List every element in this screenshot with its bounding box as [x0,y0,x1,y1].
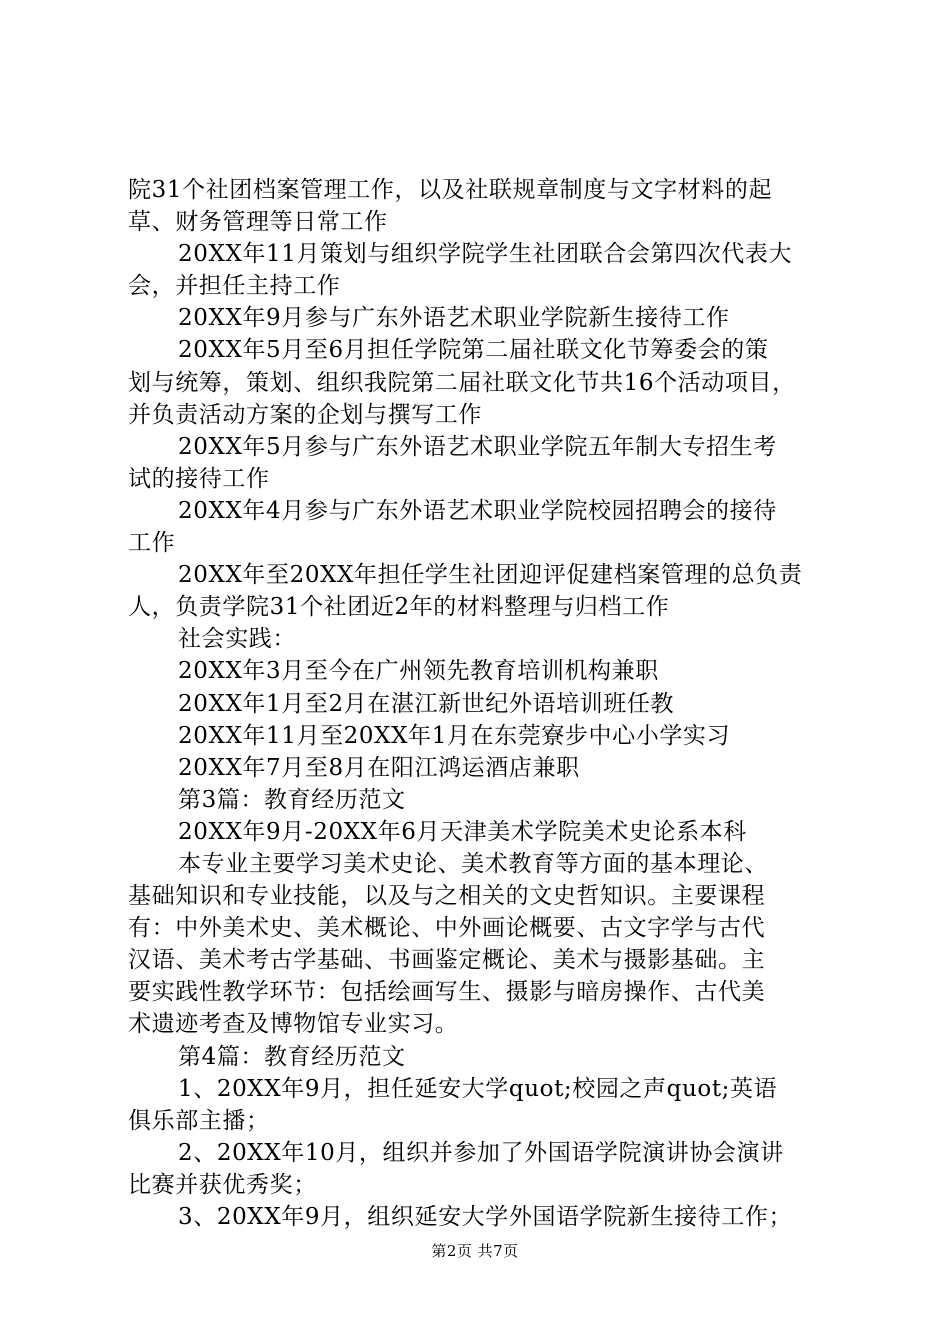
text-line: 草、财务管理等日常工作 [128,209,388,236]
text-line: 2、20XX年10月，组织并参加了外国语学院演讲协会演讲 [178,1139,784,1166]
text-line: 20XX年1月至2月在湛江新世纪外语培训班任教 [178,690,675,717]
text-line: 1、20XX年9月，担任延安大学quot;校园之声quot;英语 [178,1075,778,1102]
text-line: 第4篇：教育经历范文 [178,1043,406,1070]
text-line: 20XX年5月至6月担任学院第二届社联文化节筹委会的策 [178,337,769,364]
text-line: 20XX年3月至今在广州领先教育培训机构兼职 [178,658,659,685]
text-line: 术遗迹考查及博物馆专业实习。 [128,1011,459,1038]
text-line: 人，负责学院31个社团近2年的材料整理与归档工作 [128,594,670,621]
text-line: 划与统筹，策划、组织我院第二届社联文化节共16个活动项目， [128,369,796,396]
text-line: 本专业主要学习美术史论、美术教育等方面的基本理论、 [178,850,768,877]
text-line: 第3篇：教育经历范文 [178,786,406,813]
text-line: 20XX年9月参与广东外语艺术职业学院新生接待工作 [178,305,730,332]
text-line: 20XX年至20XX年担任学生社团迎评促建档案管理的总负责 [178,562,803,589]
document-body [128,174,828,1233]
text-line: 要实践性教学环节：包括绘画写生、摄影与暗房操作、古代美 [128,979,766,1006]
text-line: 20XX年9月-20XX年6月天津美术学院美术史论系本科 [178,818,747,845]
text-line: 20XX年11月至20XX年1月在东莞寮步中心小学实习 [178,722,731,749]
page-footer: 第2页 共7页 [431,1242,519,1260]
text-line: 社会实践： [178,626,296,653]
text-line: 并负责活动方案的企划与撰写工作 [128,401,482,428]
text-line: 俱乐部主播； [128,1107,270,1134]
text-line: 有：中外美术史、美术概论、中外画论概要、古文字学与古代 [128,915,766,942]
text-line: 比赛并获优秀奖； [128,1171,317,1198]
text-line: 20XX年4月参与广东外语艺术职业学院校园招聘会的接待 [178,497,777,524]
text-line: 20XX年7月至8月在阳江鸿运酒店兼职 [178,754,580,781]
text-line: 20XX年11月策划与组织学院学生社团联合会第四次代表大 [178,241,793,268]
text-line: 工作 [128,530,176,557]
text-line: 基础知识和专业技能，以及与之相关的文史哲知识。主要课程 [128,883,766,910]
text-line: 院31个社团档案管理工作，以及社联规章制度与文字材料的起 [128,177,773,203]
text-line: 试的接待工作 [128,465,270,492]
text-line: 3、20XX年9月，组织延安大学外国语学院新生接待工作； [178,1204,793,1230]
text-line: 20XX年5月参与广东外语艺术职业学院五年制大专招生考 [178,433,777,460]
text-line: 汉语、美术考古学基础、书画鉴定概论、美术与摄影基础。主 [128,947,766,974]
text-line: 会，并担任主持工作 [128,273,341,300]
